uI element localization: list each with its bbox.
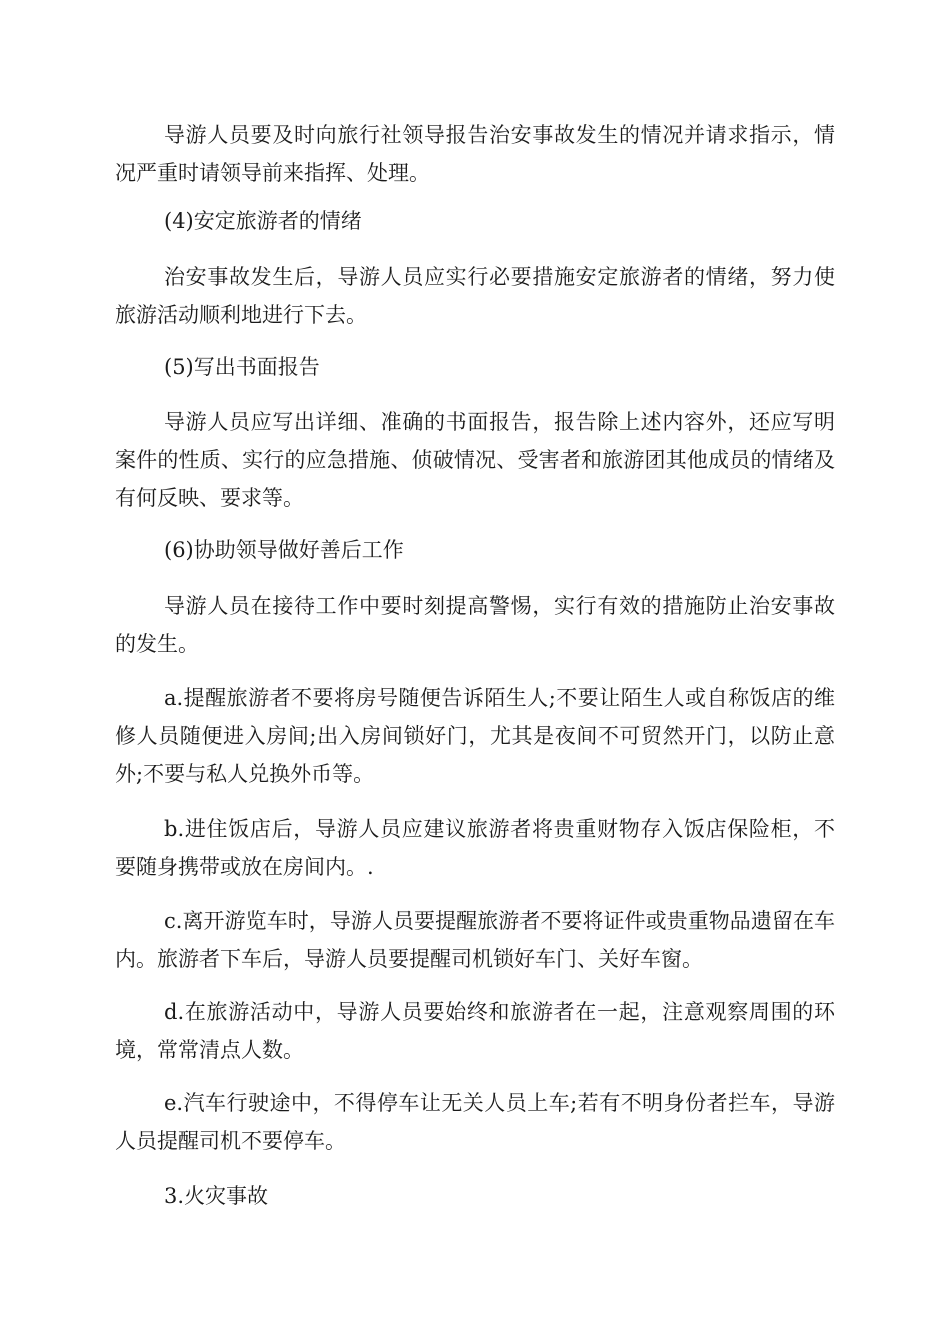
heading-fire-accident: 3.火灾事故 [164,1184,269,1208]
list-item-d: d.在旅游活动中，导游人员要始终和旅游者在一起，注意观察周围的环境，常常清点人数。 [115,1000,835,1062]
paragraph-prevention: 导游人员在接待工作中要时刻提高警惕，实行有效的措施防止治安事故的发生。 [115,594,835,656]
list-item-c: c.离开游览车时，导游人员要提醒旅游者不要将证件或贵重物品遗留在车内。旅游者下车后，导游人员要提醒司机锁好车门、关好车窗。 [115,909,835,971]
list-item-a: a.提醒旅游者不要将房号随便告诉陌生人;不要让陌生人或自称饭店的维修人员随便进入房间;出入房间锁好门，尤其是夜间不可贸然开门，以防止意外;不要与私人兑换外币等。 [115,686,835,786]
paragraph-written-report: 导游人员应写出详细、准确的书面报告，报告除上述内容外，还应写明案件的性质、实行的应急措施、侦破情况、受害者和旅游团其他成员的情绪及有何反映、要求等。 [115,410,835,510]
list-item-b: b.进住饭店后，导游人员应建议旅游者将贵重财物存入饭店保险柜，不要随身携带或放在房间内。. [115,817,835,879]
heading-aftermath-work: (6)协助领导做好善后工作 [164,538,404,562]
list-item-e: e.汽车行驶途中，不得停车让无关人员上车;若有不明身份者拦车，导游人员提醒司机不要停车。 [115,1091,835,1153]
paragraph-report-to-leadership: 导游人员要及时向旅行社领导报告治安事故发生的情况并请求指示，情况严重时请领导前来指挥、处理。 [115,123,835,185]
paragraph-calm-tourists: 治安事故发生后，导游人员应实行必要措施安定旅游者的情绪，努力使旅游活动顺利地进行下去。 [115,265,835,327]
heading-written-report: (5)写出书面报告 [164,355,320,379]
heading-calm-tourists: (4)安定旅游者的情绪 [164,209,362,233]
